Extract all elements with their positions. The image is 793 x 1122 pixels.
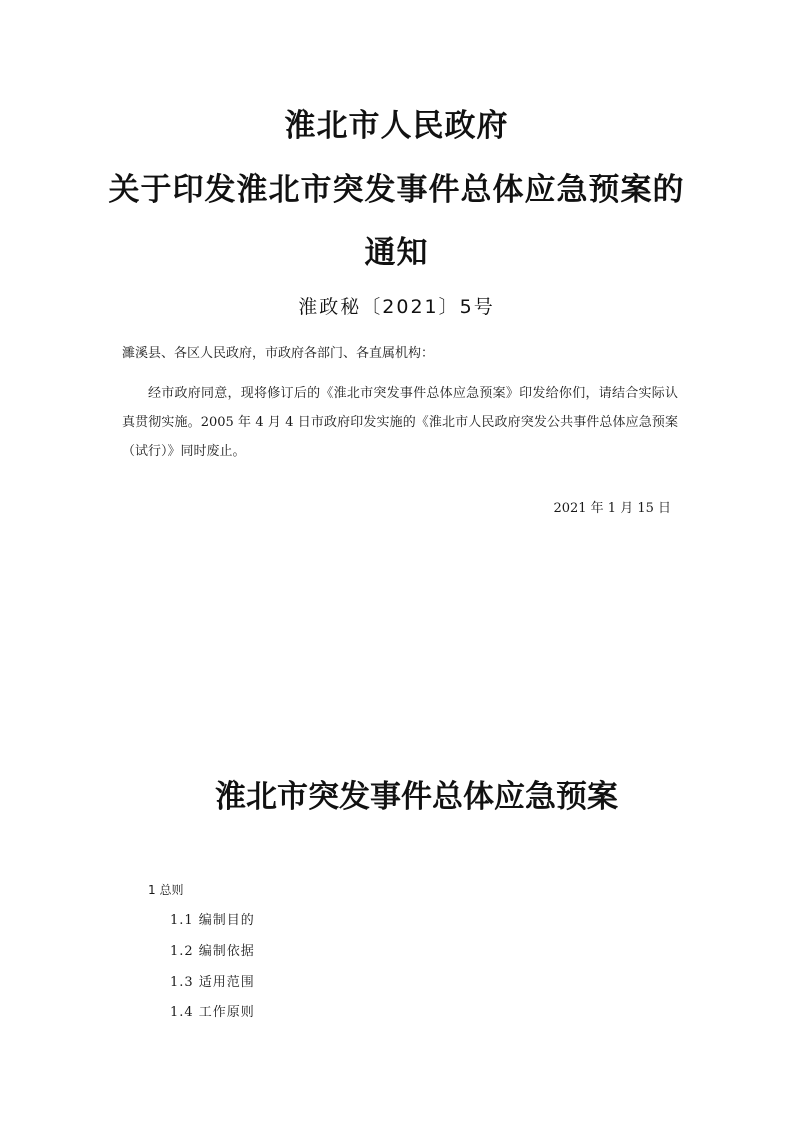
notice-title-line-2: 关于印发淮北市突发事件总体应急预案的 bbox=[108, 172, 685, 208]
toc-item: 1.3 适用范围 bbox=[170, 975, 255, 990]
document-number: 淮政秘〔2021〕5号 bbox=[298, 296, 495, 318]
notice-date: 2021 年 1 月 15 日 bbox=[553, 501, 671, 516]
notice-title-line-1: 淮北市人民政府 bbox=[284, 108, 509, 144]
toc-item: 1.4 工作原则 bbox=[170, 1005, 255, 1020]
notice-title-line-3: 通知 bbox=[364, 235, 429, 271]
salutation: 濉溪县、各区人民政府，市政府各部门、各直属机构： bbox=[122, 346, 435, 361]
toc-section-1: 1 总则 bbox=[148, 883, 184, 897]
toc-item: 1.2 编制依据 bbox=[170, 944, 255, 959]
notice-paragraph: 经市政府同意，现将修订后的《淮北市突发事件总体应急预案》印发给你们，请结合实际认真贯彻实施。2005 年 4 月 4 日市政府印发实施的《淮北市人民政府突发公共事件总体应急预案（试行）》同时废止。 bbox=[122, 386, 678, 459]
toc-item: 1.1 编制目的 bbox=[170, 913, 255, 928]
plan-title: 淮北市突发事件总体应急预案 bbox=[215, 779, 618, 815]
